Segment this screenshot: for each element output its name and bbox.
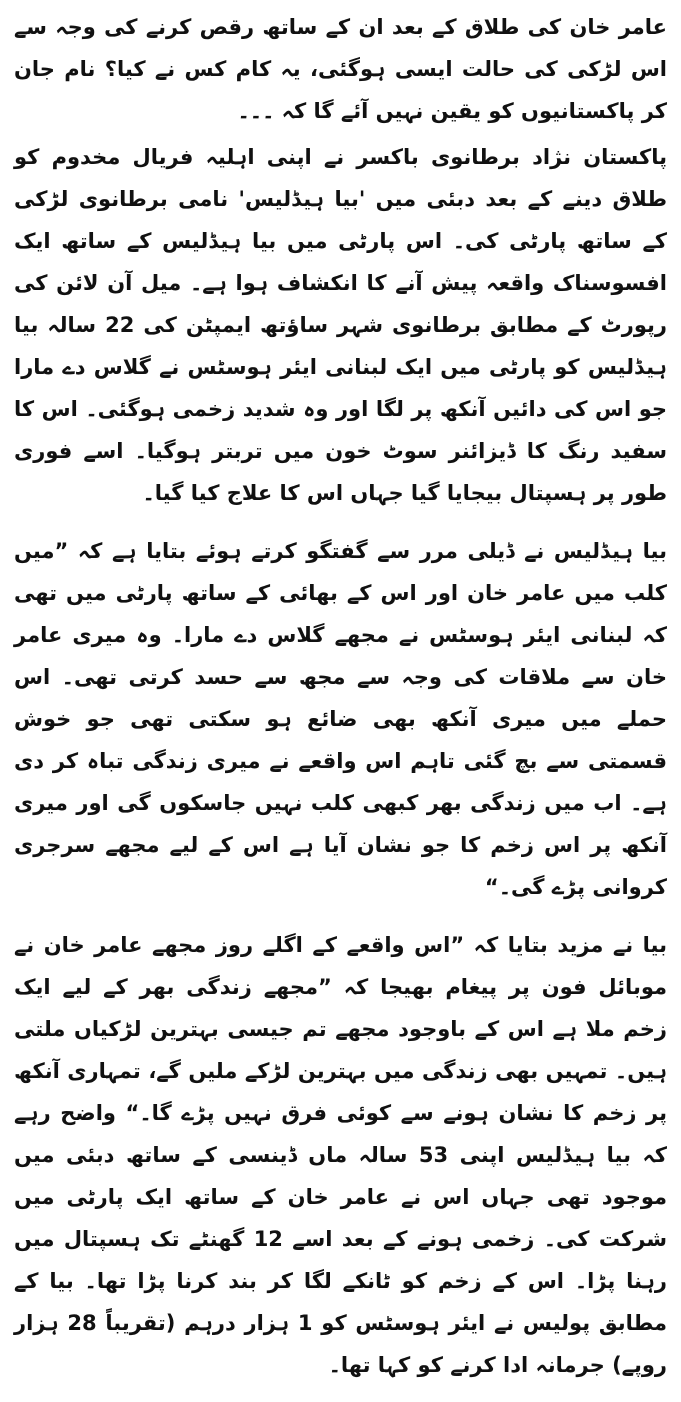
article-headline: عامر خان کی طلاق کے بعد ان کے ساتھ رقص کرنے کی وجہ سے اس لڑکی کی حالت ایسی ہوگئی، یہ کام کس نے کیا؟ نام جان کر پاکستانیوں کو یقین نہیں آئے گا کہ ۔۔۔ (14, 15, 667, 123)
article (14, 6, 667, 1402)
article-paragraph: پاکستان نژاد برطانوی باکسر نے اپنی اہلیہ فریال مخدوم کو طلاق دینے کے بعد دبئی میں 'بیا ہیڈلیس' نامی برطانوی لڑکی کے ساتھ پارٹی کی۔ اس پارٹی میں بیا ہیڈلیس کے ساتھ ایک افسوسناک واقعہ پیش آنے کا انکشاف ہوا ہے۔ میل آن لائن کی رپورٹ کے مطابق برطانوی شہر ساؤتھ ایمپٹن کی 22 سالہ بیا ہیڈلیس کو پارٹی میں ایک لبنانی ایئر ہوسٹس نے گلاس دے مارا جو اس کی دائیں آنکھ پر لگا اور وہ شدید زخمی ہوگئی۔ اس کا سفید رنگ کا ڈیزائنر سوٹ خون میں تربتر ہوگیا۔ اسے فوری طور پر ہسپتال بیجایا گیا جہاں اس کا علاج کیا گیا۔ (14, 145, 667, 505)
article-paragraph: بیا ہیڈلیس نے ڈیلی مرر سے گفتگو کرتے ہوئے بتایا ہے کہ ”میں کلب میں عامر خان اور اس کے بھائی کے ساتھ پارٹی میں تھی کہ لبنانی ایئر ہوسٹس نے مجھے گلاس دے مارا۔ وہ میری عامر خان سے ملاقات کی وجہ سے مجھ سے حسد کرتی تھی۔ اس حملے میں میری آنکھ بھی ضائع ہو سکتی تھی جو خوش قسمتی سے بچ گئی تاہم اس واقعے نے میری زندگی تباہ کر دی ہے۔ اب میں زندگی بھر کبھی کلب نہیں جاسکوں گی اور میری آنکھ پر اس زخم کا جو نشان آیا ہے اس کے لیے مجھے سرجری کروانی پڑے گی۔“ (14, 539, 667, 899)
article-paragraph: بیا نے مزید بتایا کہ ”اس واقعے کے اگلے روز مجھے عامر خان نے موبائل فون پر پیغام بھیجا کہ ”مجھے زندگی بھر کے لیے ایک زخم ملا ہے اس کے باوجود مجھے تم جیسی بہترین لڑکیاں ملتی ہیں۔ تمہیں بھی زندگی میں بہترین لڑکے ملیں گے، تمہاری آنکھ پر زخم کا نشان ہونے سے کوئی فرق نہیں پڑے گا۔“ واضح رہے کہ بیا ہیڈلیس اپنی 53 سالہ ماں ڈینسی کے ساتھ دبئی میں موجود تھی جہاں اس نے عامر خان کے ساتھ ایک پارٹی میں شرکت کی۔ زخمی ہونے کے بعد اسے 12 گھنٹے تک ہسپتال میں رہنا پڑا۔ اس کے زخم کو ٹانکے لگا کر بند کرنا پڑا تھا۔ بیا کے مطابق پولیس نے ایئر ہوسٹس کو 1 ہزار درہم (تقریباً 28 ہزار روپے) جرمانہ ادا کرنے کو کہا تھا۔ (14, 933, 667, 1377)
